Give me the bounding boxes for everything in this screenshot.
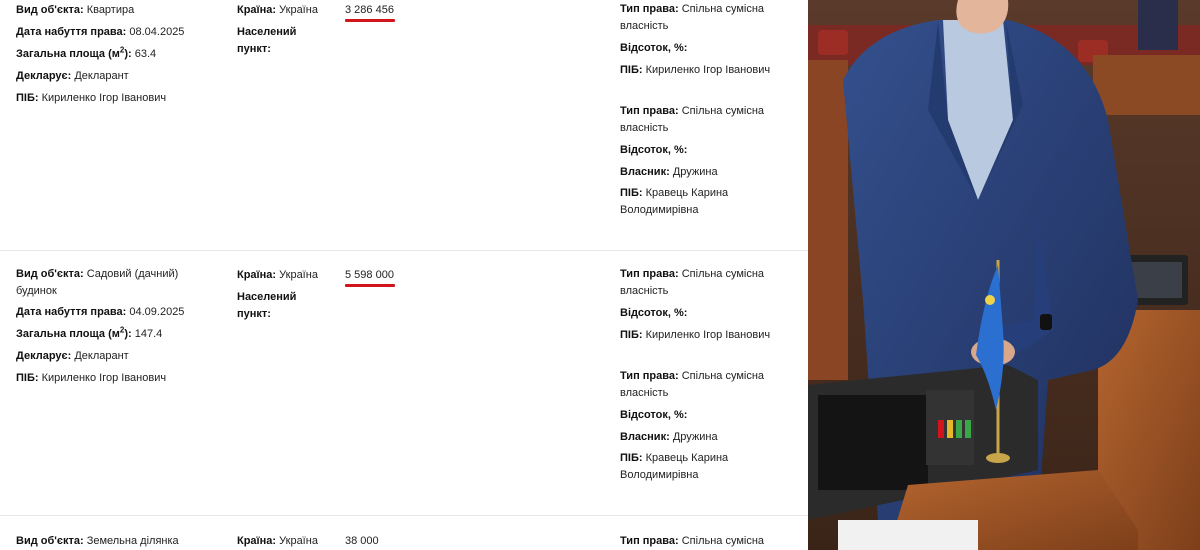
right-type-value: власність xyxy=(620,285,669,297)
declarant-value: Декларант xyxy=(74,350,129,362)
location-details xyxy=(237,0,332,58)
location-details xyxy=(237,530,332,550)
pib-value: Кириленко Ігор Іванович xyxy=(41,372,167,384)
person-bg xyxy=(1138,0,1178,50)
field-label: Країна: xyxy=(237,4,277,16)
field-label: Вид об'єкта: xyxy=(16,535,84,547)
object-type-value: Садовий (дачний) xyxy=(86,268,179,280)
ownership-details xyxy=(620,530,790,550)
price-highlight-underline xyxy=(345,284,395,287)
pib-value: Кравець Карина xyxy=(645,187,729,199)
field-label: ПІБ: xyxy=(16,92,39,104)
owner-value: Дружина xyxy=(672,166,718,178)
field-label: пункт: xyxy=(237,308,271,320)
object-details xyxy=(16,530,216,550)
field-label: ПІБ: xyxy=(16,372,39,384)
field-label: Тип права: xyxy=(620,268,679,280)
seat xyxy=(818,30,848,55)
right-type-value: Спільна сумісна xyxy=(681,105,765,117)
field-label: Тип права: xyxy=(620,3,679,15)
field-label: Країна: xyxy=(237,535,277,547)
date-value: 04.09.2025 xyxy=(129,306,185,318)
object-type-value: будинок xyxy=(16,285,57,297)
price-value: 3 286 456 xyxy=(345,4,394,16)
pib-value: Кириленко Ігор Іванович xyxy=(41,92,167,104)
ownership-details xyxy=(620,264,790,484)
field-label: ПІБ: xyxy=(620,187,643,199)
field-label: Власник: xyxy=(620,166,670,178)
watch xyxy=(1040,314,1052,330)
left-wood-panel xyxy=(808,60,848,380)
field-label: Загальна площа $(м^2)$: xyxy=(16,325,132,340)
field-label: Вид об'єкта: xyxy=(16,4,84,16)
object-details xyxy=(16,264,216,389)
console-screen xyxy=(818,395,928,490)
field-label: Відсоток, %: xyxy=(620,307,688,319)
paper xyxy=(838,520,978,550)
object-type-value: Земельна ділянка xyxy=(86,535,179,547)
right-type-value: власність xyxy=(620,122,669,134)
record-divider xyxy=(0,250,808,251)
date-value: 08.04.2025 xyxy=(129,26,185,38)
field-label: Відсоток, %: xyxy=(620,42,688,54)
field-label: Декларує: xyxy=(16,350,72,362)
location-details xyxy=(237,264,332,323)
declarant-value: Декларант xyxy=(74,70,129,82)
pib-value: Кириленко Ігор Іванович xyxy=(645,64,771,76)
right-type-value: Спільна сумісна xyxy=(681,535,765,547)
price-column xyxy=(345,530,455,550)
ownership-details xyxy=(620,0,790,219)
right-type-value: Спільна сумісна xyxy=(681,370,765,382)
field-label: Країна: xyxy=(237,269,277,281)
pib-value: Кравець Карина xyxy=(645,452,729,464)
price-column xyxy=(345,264,455,286)
right-type-value: Спільна сумісна xyxy=(681,3,765,15)
field-label: Населений xyxy=(237,26,297,38)
field-label: Вид об'єкта: xyxy=(16,268,84,280)
field-label: Відсоток, %: xyxy=(620,144,688,156)
field-label: Відсоток, %: xyxy=(620,409,688,421)
field-label: ПІБ: xyxy=(620,64,643,76)
country-value: Україна xyxy=(279,535,318,547)
country-value: Україна xyxy=(279,269,318,281)
field-label: пункт: xyxy=(237,43,271,55)
field-label: Дата набуття права: xyxy=(16,26,127,38)
field-label: Дата набуття права: xyxy=(16,306,127,318)
record-divider xyxy=(0,515,808,516)
field-label: ПІБ: xyxy=(620,452,643,464)
area-value: 147.4 xyxy=(134,328,163,340)
owner-value: Дружина xyxy=(672,431,718,443)
area-value: 63.4 xyxy=(134,48,157,60)
right-type-value: власність xyxy=(620,387,669,399)
field-label: Тип права: xyxy=(620,535,679,547)
pib-value: Володимирівна xyxy=(620,469,699,481)
pib-value: Кириленко Ігор Іванович xyxy=(645,329,771,341)
field-label: Населений xyxy=(237,291,297,303)
field-label: Декларує: xyxy=(16,70,72,82)
field-label: ПІБ: xyxy=(620,329,643,341)
desk-back-right xyxy=(1093,55,1200,115)
field-label: Власник: xyxy=(620,431,670,443)
object-details xyxy=(16,0,216,109)
pib-value: Володимирівна xyxy=(620,204,699,216)
field-label: Тип права: xyxy=(620,105,679,117)
price-value: 5 598 000 xyxy=(345,269,394,281)
price-highlight-underline xyxy=(345,19,395,22)
field-label: Загальна площа $(м^2)$: xyxy=(16,45,132,60)
right-type-value: Спільна сумісна xyxy=(681,268,765,280)
price-value: 38 000 xyxy=(345,535,379,547)
official-photo xyxy=(808,0,1200,550)
object-type-value: Квартира xyxy=(86,4,135,16)
right-type-value: власність xyxy=(620,20,669,32)
price-column xyxy=(345,0,455,21)
field-label: Тип права: xyxy=(620,370,679,382)
country-value: Україна xyxy=(279,4,318,16)
flag-base xyxy=(986,453,1010,463)
